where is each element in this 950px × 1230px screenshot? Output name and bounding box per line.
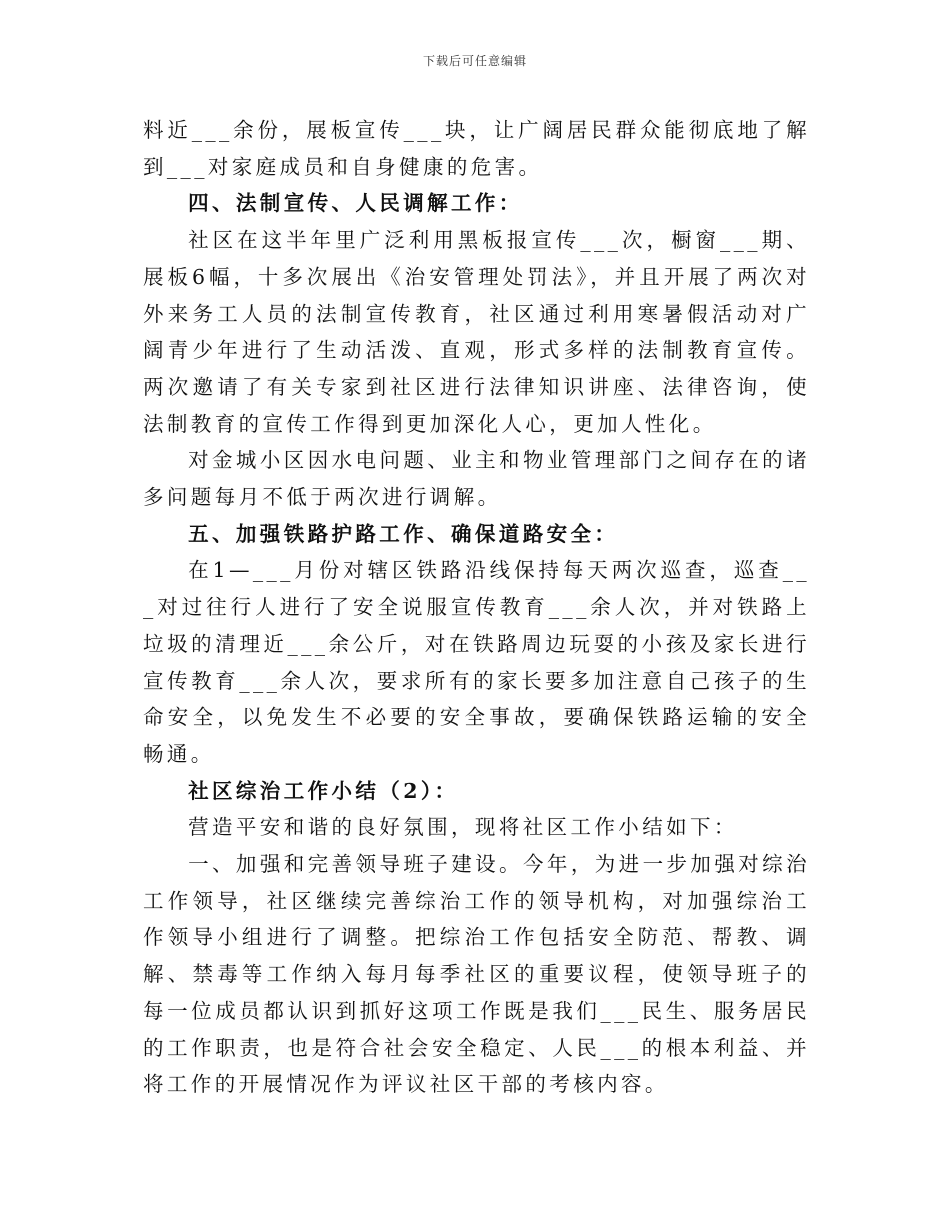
section-heading-legal-publicity: 四、法制宣传、人民调解工作：	[188, 191, 523, 216]
paragraph-legal-publicity: 社区在这半年里广泛利用黑板报宣传___次，橱窗___期、展板6幅，十多次展出《治安管理处罚法》，并且开展了两次对外来务工人员的法制宣传教育，社区通过利用寒暑假活动对广阔青少年进行了生动活泼、直观，形式多样的法制教育宣传。两次邀请了有关专家到社区进行法律知识讲座、法律咨询，使法制教育的宣传工作得到更加深化人心，更加人性化。	[143, 228, 810, 436]
section-heading-railway-safety: 五、加强铁路护路工作、确保道路安全：	[188, 521, 619, 546]
paragraph-leadership: 一、加强和完善领导班子建设。今年，为进一步加强对综治工作领导，社区继续完善综治工作的领导机构，对加强综治工作领导小组进行了调整。把综治工作包括安全防范、帮教、调解、禁毒等工作纳入每月每季社区的重要议程，使领导班子的每一位成员都认识到抓好这项工作既是我们___民生、服务居民的工作职责，也是符合社会安全稳定、人民___的根本利益、并将工作的开展情况作为评议社区干部的考核内容。	[143, 852, 810, 1097]
paragraph-mediation: 对金城小区因水电问题、业主和物业管理部门之间存在的诸多问题每月不低于两次进行调解。	[143, 448, 810, 510]
document-body	[143, 112, 810, 1103]
paragraph-summary-intro: 营造平安和谐的良好氛围，现将社区工作小结如下：	[188, 815, 738, 840]
section-heading-summary-2: 社区综治工作小结（2）：	[188, 778, 459, 803]
paragraph-continuation: 料近___余份，展板宣传___块，让广阔居民群众能彻底地了解到___对家庭成员和自身健康的危害。	[143, 118, 810, 179]
header-note: 下载后可任意编辑	[422, 54, 527, 68]
paragraph-railway-safety: 在1—___月份对辖区铁路沿线保持每天两次巡查，巡查___对过往行人进行了安全说服宣传教育___余人次，并对铁路上垃圾的清理近___余公斤，对在铁路周边玩耍的小孩及家长进行宣传教育___余人次，要求所有的家长要多加注意自己孩子的生命安全，以免发生不必要的安全事故，要确保铁路运输的安全畅通。	[143, 558, 810, 766]
